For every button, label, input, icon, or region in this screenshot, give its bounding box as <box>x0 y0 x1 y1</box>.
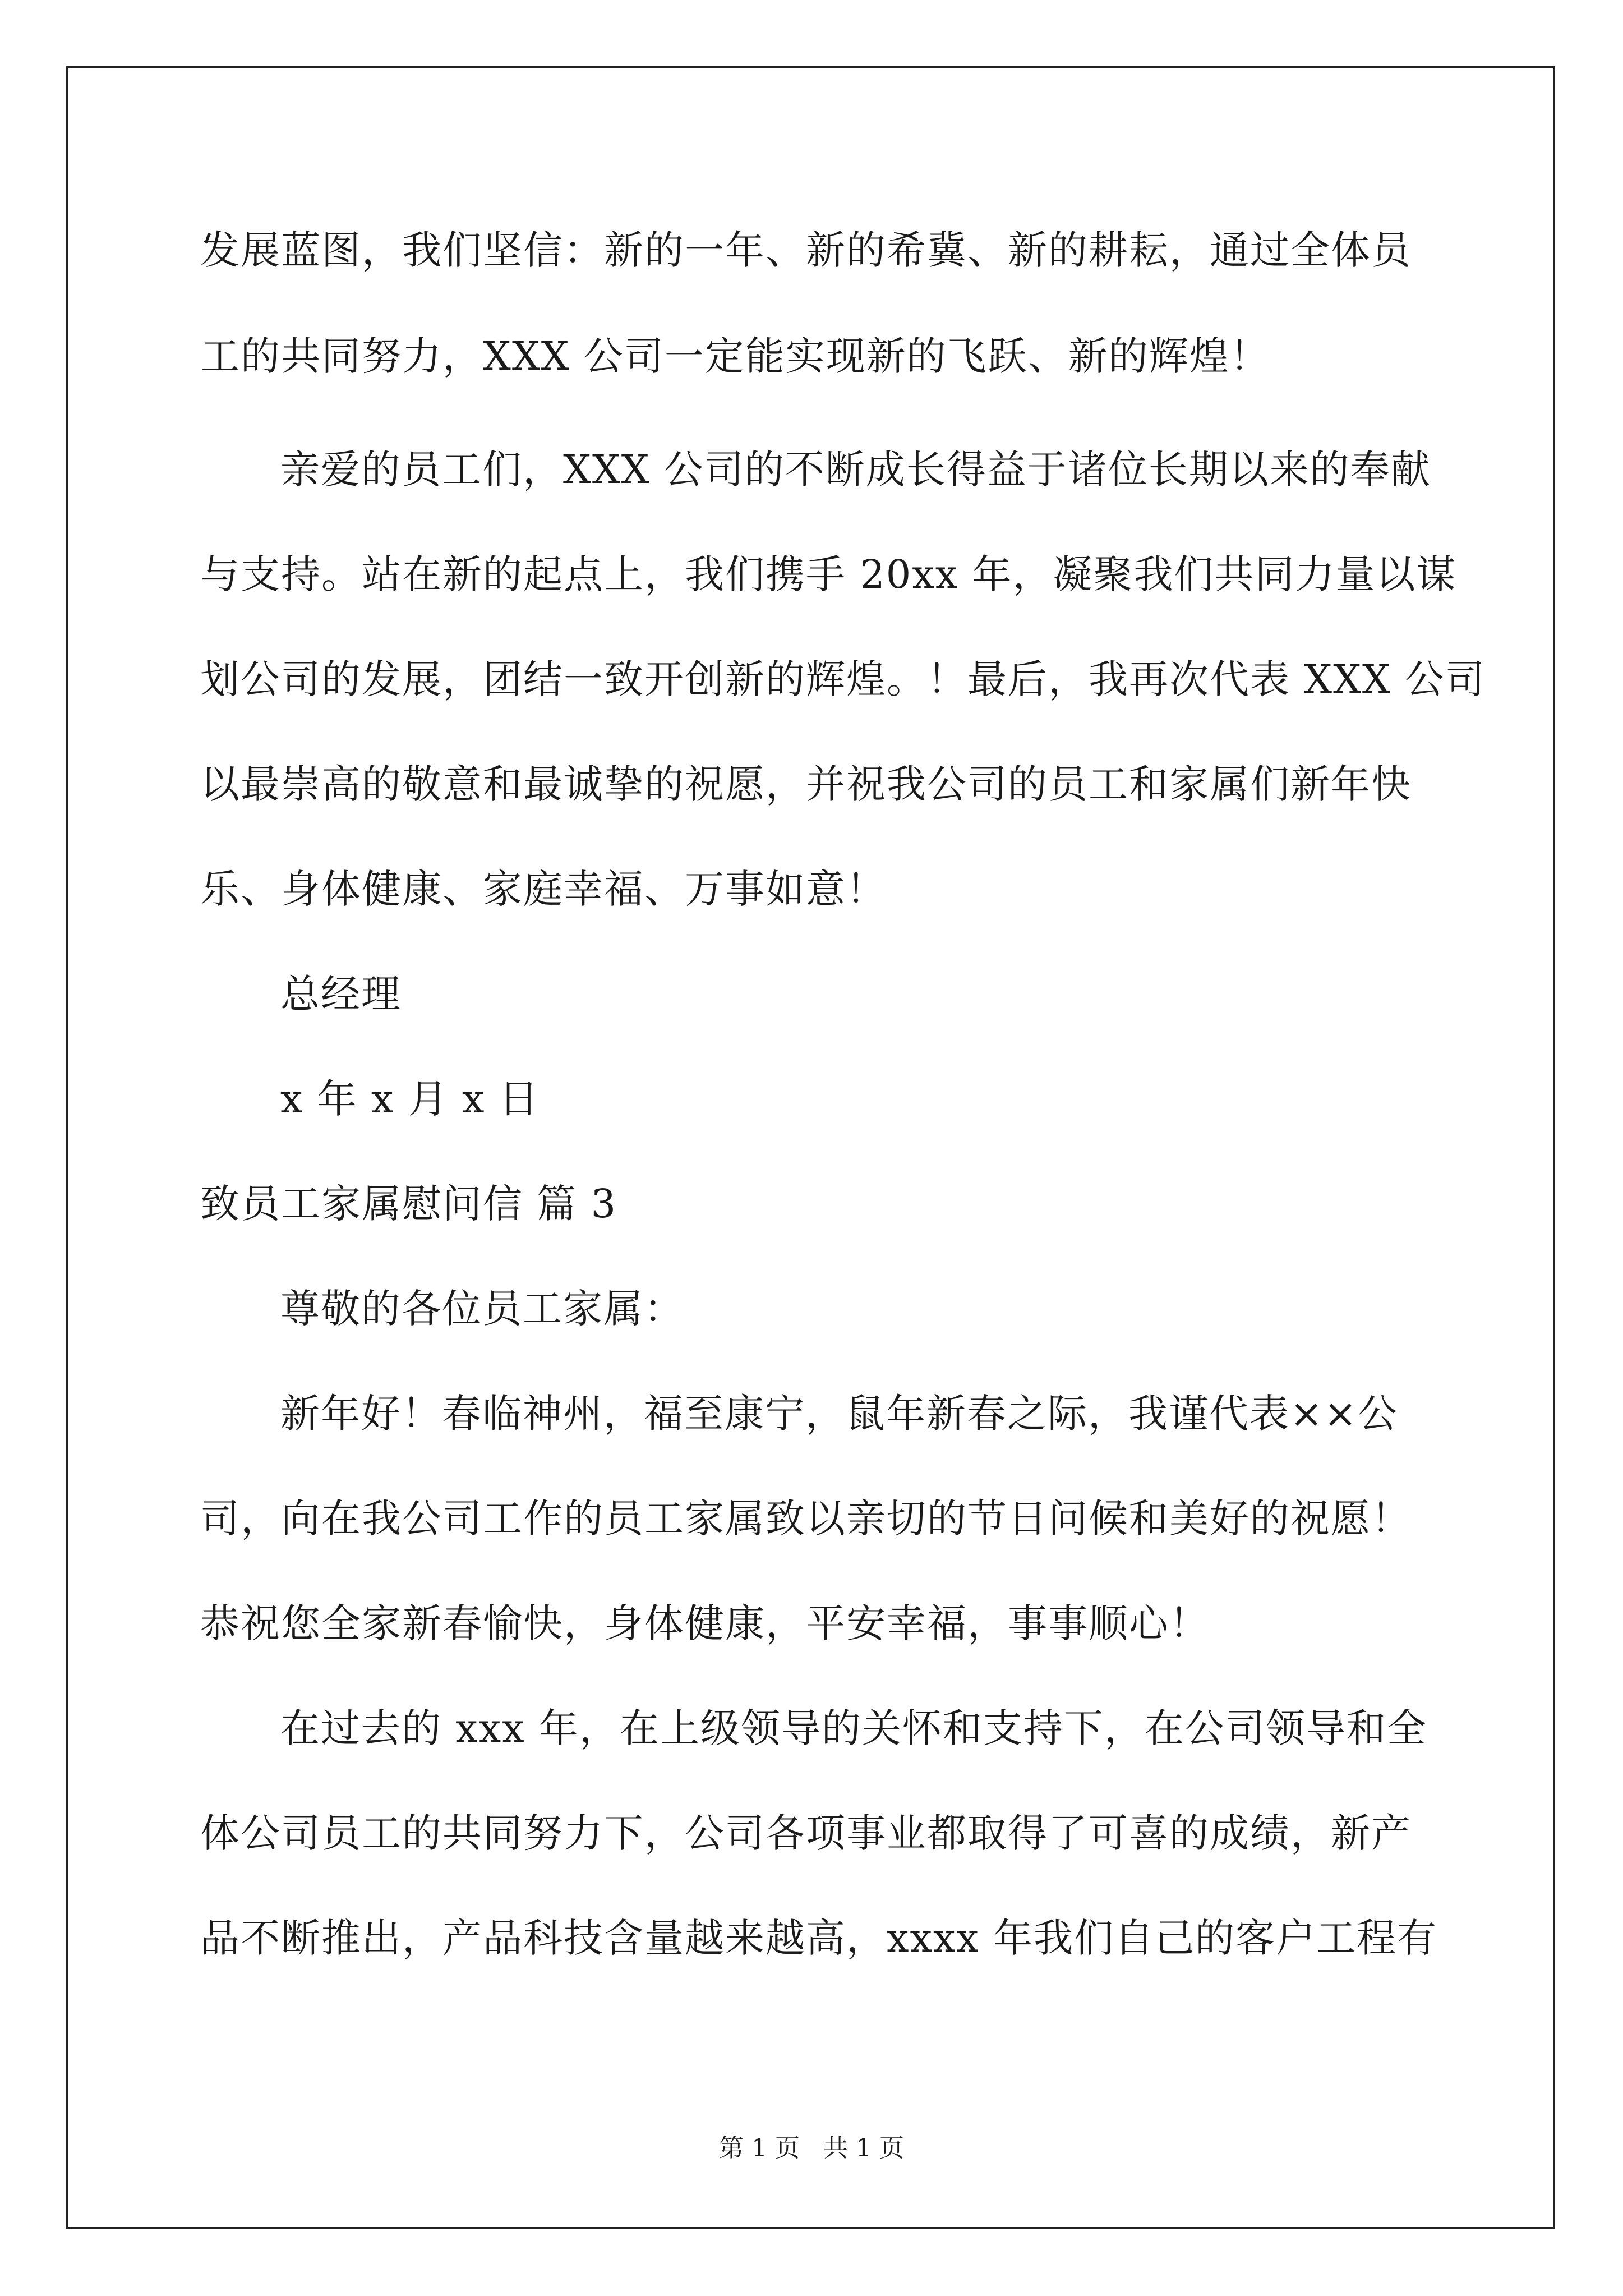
text-line: 与支持。站在新的起点上，我们携手 20xx 年，凝聚我们共同力量以谋 <box>200 551 1457 597</box>
page-footer: 第 1 页 共 1 页 <box>719 2134 904 2162</box>
text-line: 体公司员工的共同努力下，公司各项事业都取得了可喜的成绩，新产 <box>200 1810 1412 1856</box>
text-line: 划公司的发展，团结一致开创新的辉煌。！最后，我再次代表 XXX 公司 <box>200 656 1486 702</box>
paragraph-start-line: 亲爱的员工们，XXX 公司的不断成长得益于诸位长期以来的奉献 <box>280 447 1431 493</box>
text-line: 恭祝您全家新春愉快，身体健康，平安幸福，事事顺心！ <box>200 1600 1210 1646</box>
paragraph-start-line: 新年好！春临神州，福至康宁，鼠年新春之际，我谨代表××公 <box>280 1391 1399 1437</box>
text-line: 乐、身体健康、家庭幸福、万事如意！ <box>200 866 887 912</box>
signature-title: 总经理 <box>280 971 402 1017</box>
section-heading: 致员工家属慰问信 篇 3 <box>200 1181 617 1227</box>
text-line: 工的共同努力，XXX 公司一定能实现新的飞跃、新的辉煌！ <box>200 333 1270 379</box>
text-line: 品不断推出，产品科技含量越来越高，xxxx 年我们自己的客户工程有 <box>200 1915 1438 1961</box>
signature-date: x 年 x 月 x 日 <box>280 1076 540 1122</box>
page-border <box>66 66 1555 2229</box>
text-line: 发展蓝图，我们坚信：新的一年、新的希冀、新的耕耘，通过全体员 <box>200 227 1412 273</box>
paragraph-start-line: 在过去的 xxx 年，在上级领导的关怀和支持下，在公司领导和全 <box>280 1705 1427 1751</box>
text-line: 司，向在我公司工作的员工家属致以亲切的节日问候和美好的祝愿！ <box>200 1496 1412 1542</box>
salutation: 尊敬的各位员工家属： <box>280 1286 684 1332</box>
text-line: 以最崇高的敬意和最诚挚的祝愿，并祝我公司的员工和家属们新年快 <box>200 761 1412 807</box>
